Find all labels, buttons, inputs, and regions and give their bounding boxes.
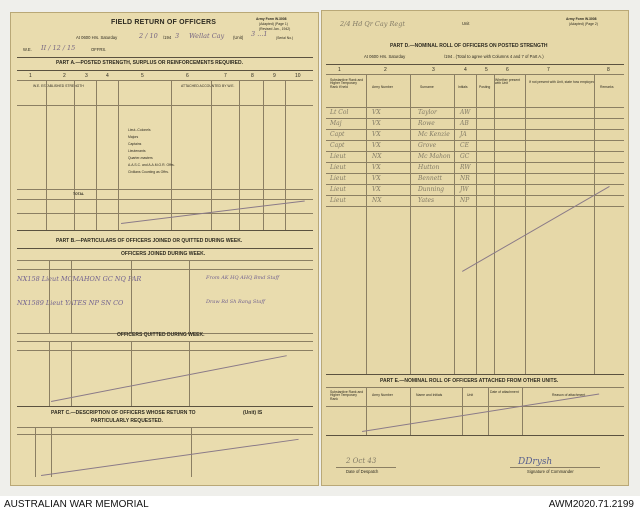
handwritten-joined-notes: From AK HQ AHQ Bmd Staff	[206, 275, 280, 281]
col-number: 1	[338, 67, 341, 73]
col-line	[74, 80, 75, 230]
rule	[17, 57, 313, 58]
row-number: NX	[372, 197, 382, 204]
handwritten-joined-row: NX1589 Lieut YATES NP SN CO	[17, 299, 124, 307]
col-number: 6	[186, 73, 189, 79]
col-number: 5	[485, 67, 488, 73]
row-initials: GC	[460, 153, 470, 160]
serial-label: (Serial No.)	[276, 36, 294, 40]
handwritten-year: 3	[175, 32, 180, 40]
col-line	[462, 387, 463, 435]
row-number: VX	[372, 186, 381, 193]
row-rank: Lieut	[330, 197, 346, 204]
rule	[336, 467, 396, 468]
handwritten-joined-row: NX158 Lieut MCMAHON GC NQ PAR	[17, 275, 142, 283]
rule	[326, 118, 624, 119]
rule	[326, 129, 624, 130]
row-surname: Mc Kenzie	[418, 131, 450, 138]
date-tail: /194 . (Total to agree with Columns 4 and 7 of Part A.)	[444, 54, 544, 59]
archive-name: AUSTRALIAN WAR MEMORIAL	[4, 499, 149, 510]
signature-label: Signature of Commander	[527, 469, 574, 474]
col-line	[96, 80, 97, 230]
handwritten-unit: 2/4 Hd Qr Cay Regt	[340, 20, 406, 28]
rule	[326, 206, 624, 207]
e-col-header: Date of attachment	[490, 390, 519, 394]
col-line	[410, 387, 411, 435]
army-form-label: Army Form W.3008	[256, 17, 287, 21]
rule	[17, 427, 313, 428]
rule	[17, 199, 313, 200]
col-line	[191, 427, 192, 477]
year-prefix: /194	[163, 35, 172, 40]
adapted-label: (Adapted) (Page 2)	[569, 22, 598, 26]
row-initials: AB	[460, 120, 469, 127]
rank-label: Captains	[128, 142, 142, 146]
row-rank: Lieut	[330, 164, 346, 171]
archive-footer	[0, 496, 640, 513]
part-b-heading: PART B.—PARTICULARS OF OFFICERS JOINED OR QUITTED DURING WEEK.	[56, 238, 243, 244]
rule	[326, 435, 624, 436]
row-rank: Lieut	[330, 175, 346, 182]
totals-label: TOTAL	[73, 192, 84, 196]
quitted-title: OFFICERS QUITTED DURING WEEK.	[117, 332, 205, 338]
col-line	[35, 427, 36, 477]
rule	[17, 70, 313, 71]
date-line: At 0600 Hrs. Saturday	[76, 35, 118, 40]
row-surname: Grove	[418, 142, 437, 149]
row-number: VX	[372, 120, 381, 127]
row-initials: CE	[460, 142, 469, 149]
col-number: 4	[106, 73, 109, 79]
col-line	[366, 387, 367, 435]
col-line	[454, 74, 455, 374]
col-line	[263, 80, 264, 230]
row-surname: Dunning	[418, 186, 445, 193]
rule	[17, 341, 313, 342]
rule	[326, 74, 624, 75]
col-line	[476, 74, 477, 374]
adapted-label: (Adapted) (Page 1)	[259, 22, 288, 26]
e-col-header: Army Number	[372, 393, 393, 397]
we-established-label: W.E. ESTABLISHED STRENGTH	[33, 84, 84, 88]
diagonal-strike	[41, 439, 299, 476]
rank-label: Quarter-masters	[128, 156, 153, 160]
col-line	[71, 260, 72, 333]
row-rank: Capt	[330, 142, 345, 149]
col-line	[171, 80, 172, 230]
row-rank: Capt	[330, 131, 345, 138]
col-line	[131, 341, 132, 406]
e-col-header: Reason of attachment	[552, 393, 586, 397]
rule	[17, 434, 313, 435]
col-line	[594, 74, 595, 374]
col-header: Substantive Rank and Higher Temporary Rank if held	[330, 78, 364, 89]
handwritten-we: II / 12 / 15	[41, 44, 76, 52]
row-surname: Yates	[418, 197, 435, 204]
attached-label: ATTACHED ACCOUNTED BY W.E.	[181, 84, 235, 88]
handwritten-date: 2 / 10	[139, 32, 158, 40]
despatch-label: Date of Despatch	[346, 469, 379, 474]
col-number: 2	[384, 67, 387, 73]
unit-label: Unit	[462, 21, 470, 26]
offrs-label: OFFRS.	[91, 47, 107, 52]
handwritten-despatch-date: 2 Oct 43	[346, 457, 377, 465]
col-line	[131, 260, 132, 333]
col-line	[525, 74, 526, 374]
rule	[326, 107, 624, 108]
e-col-header: Unit	[467, 393, 474, 397]
col-header: Whether present with Unit	[495, 78, 521, 86]
diagonal-strike	[462, 186, 610, 272]
handwritten-serial: 3 ...1	[251, 30, 268, 38]
rule	[326, 162, 624, 163]
unit-label: (Unit)	[233, 35, 244, 40]
army-form-label: Army Form W.3008	[566, 17, 597, 21]
rule	[326, 184, 624, 185]
col-number: 4	[464, 67, 467, 73]
part-c-requested: PARTICULARLY REQUESTED.	[91, 418, 163, 424]
signature: DDrysh	[518, 457, 553, 467]
col-line	[522, 387, 523, 435]
rank-label: A.A.S.C. and A.A.M.O.R. Offrs.	[128, 163, 175, 167]
col-number: 8	[607, 67, 610, 73]
row-initials: RW	[460, 164, 471, 171]
col-line	[49, 260, 50, 333]
col-number: 2	[63, 73, 66, 79]
row-surname: Rowe	[418, 120, 435, 127]
col-number: 8	[251, 73, 254, 79]
row-number: VX	[372, 164, 381, 171]
row-surname: Taylor	[418, 109, 437, 116]
col-header: Army Number	[372, 85, 393, 89]
rule	[326, 64, 624, 65]
revised-label: (Revised Jan., 1942)	[259, 27, 291, 31]
row-rank: Maj	[330, 120, 342, 127]
accession-number: AWM2020.71.2199	[548, 499, 634, 510]
rule	[17, 189, 313, 190]
row-rank: Lieut	[330, 186, 346, 193]
col-number: 10	[295, 73, 301, 79]
rank-label: Lieutenants	[128, 149, 146, 153]
joined-title: OFFICERS JOINED DURING WEEK.	[121, 251, 206, 257]
row-number: VX	[372, 175, 381, 182]
row-initials: NP	[460, 197, 470, 204]
row-number: VX	[372, 109, 381, 116]
col-line	[410, 74, 411, 374]
row-number: NX	[372, 153, 382, 160]
row-surname: Bennett	[418, 175, 443, 182]
col-line	[189, 260, 190, 333]
col-header: Posting	[479, 85, 491, 89]
rule	[17, 105, 313, 106]
rule	[326, 195, 624, 196]
col-line	[49, 341, 50, 406]
col-number: 9	[273, 73, 276, 79]
rule	[17, 406, 313, 407]
row-surname: Hutton	[418, 164, 440, 171]
part-d-heading: PART D.—NOMINAL ROLL OF OFFICERS ON POSTED STRENGTH	[390, 43, 548, 49]
rule	[326, 140, 624, 141]
col-line	[46, 80, 47, 230]
rule	[17, 248, 313, 249]
diagonal-strike	[51, 355, 287, 402]
form-title: FIELD RETURN OF OFFICERS	[111, 19, 217, 26]
handwritten-joined-notes: Draw Rd Sh Rang Staff	[206, 299, 265, 305]
rule	[510, 467, 600, 468]
rule	[326, 173, 624, 174]
col-number: 7	[224, 73, 227, 79]
col-header: Surname	[420, 85, 434, 89]
rule	[326, 151, 624, 152]
rule	[17, 260, 313, 261]
row-initials: AW	[460, 109, 471, 116]
rank-label: Lieut.-Colonels	[128, 128, 151, 132]
col-line	[118, 80, 119, 230]
handwritten-unit: Wellat Cay	[189, 32, 225, 40]
col-number: 3	[85, 73, 88, 79]
row-rank: Lt Col	[330, 109, 349, 116]
row-surname: Mc Mahon	[418, 153, 451, 160]
part-c-heading: PART C.—DESCRIPTION OF OFFICERS WHOSE RETURN TO	[51, 410, 196, 416]
date-line: At 0600 Hrs. Saturday	[364, 54, 406, 59]
col-line	[51, 427, 52, 477]
row-initials: JA	[460, 131, 467, 138]
e-col-header: Name and Initials	[416, 393, 443, 397]
row-number: VX	[372, 131, 381, 138]
we-label: W.E.	[23, 47, 32, 52]
e-col-header: Substantive Rank and Higher Temporary Rank	[330, 390, 364, 401]
col-number: 6	[506, 67, 509, 73]
part-a-heading: PART A.—POSTED STRENGTH, SURPLUS OR REINFORCEMENTS REQUIRED.	[56, 60, 243, 66]
col-line	[494, 74, 495, 374]
part-e-heading: PART E.—NOMINAL ROLL OF OFFICERS ATTACHED FROM OTHER UNITS.	[380, 378, 559, 384]
rule	[326, 374, 624, 375]
rule	[17, 213, 313, 214]
form-page-1	[10, 12, 319, 486]
row-number: VX	[372, 142, 381, 149]
part-c-unit: (Unit) IS	[243, 410, 263, 416]
rule	[326, 387, 624, 388]
col-header: If not present with Unit, state how employed	[529, 80, 595, 84]
rule	[17, 230, 313, 231]
col-number: 7	[547, 67, 550, 73]
row-initials: JW	[460, 186, 469, 193]
col-line	[285, 80, 286, 230]
col-header: Remarks	[600, 85, 614, 89]
rule	[17, 80, 313, 81]
col-number: 5	[141, 73, 144, 79]
col-number: 1	[29, 73, 32, 79]
form-page-2	[321, 10, 629, 486]
col-header: Initials	[458, 85, 468, 89]
col-line	[366, 74, 367, 374]
col-number: 3	[432, 67, 435, 73]
rule	[326, 406, 624, 407]
rule	[17, 350, 313, 351]
row-rank: Lieut	[330, 153, 346, 160]
rule	[17, 269, 313, 270]
rank-label: Civilians Counting as Offrs.	[128, 170, 169, 174]
rank-label: Majors	[128, 135, 139, 139]
row-initials: NR	[460, 175, 470, 182]
col-line	[211, 80, 212, 230]
